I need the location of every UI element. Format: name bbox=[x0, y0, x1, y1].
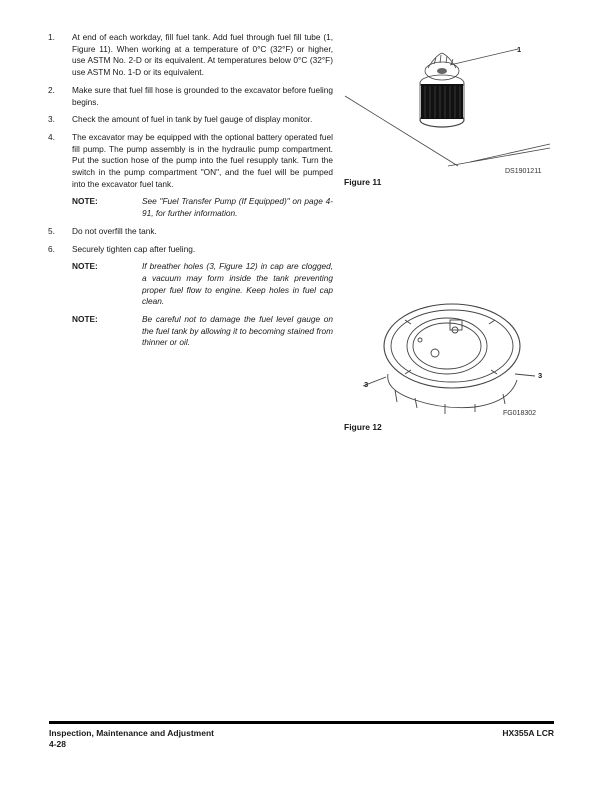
step-6 bbox=[50, 244, 333, 256]
note-label: NOTE: bbox=[72, 261, 98, 272]
footer-page-number: 4-28 bbox=[49, 739, 67, 749]
step-text: Check the amount of fuel in tank by fuel gauge of display monitor. bbox=[72, 114, 313, 125]
step-number: 2. bbox=[48, 84, 55, 95]
step-number: 3. bbox=[48, 114, 55, 125]
note-text: If breather holes (3, Figure 12) in cap are clogged, a vacuum may form inside the tank preventing proper fuel flow to engine. Keep holes in fuel cap clean. bbox=[142, 261, 333, 307]
figure-12-callout-left: 3 bbox=[364, 380, 369, 389]
footer-left bbox=[49, 728, 214, 750]
note-label: NOTE: bbox=[72, 196, 98, 207]
figure-11-callout-1: 1 bbox=[517, 45, 522, 54]
note-fuel-gauge bbox=[72, 314, 333, 349]
figure-11-caption: Figure 11 bbox=[344, 177, 382, 187]
note-label: NOTE: bbox=[72, 314, 98, 325]
step-number: 4. bbox=[48, 131, 55, 142]
step-2 bbox=[50, 85, 333, 108]
step-3 bbox=[50, 114, 333, 126]
figure-12-caption: Figure 12 bbox=[344, 422, 382, 432]
note-breather-holes bbox=[72, 261, 333, 308]
step-1 bbox=[50, 32, 333, 79]
step-text: Securely tighten cap after fueling. bbox=[72, 243, 196, 254]
footer-divider bbox=[49, 721, 554, 724]
footer-model: HX355A LCR bbox=[502, 728, 554, 738]
note-text: See "Fuel Transfer Pump (If Equipped)" on page 4-91, for further information. bbox=[142, 196, 333, 219]
step-number: 6. bbox=[48, 243, 55, 254]
footer-section-title: Inspection, Maintenance and Adjustment bbox=[49, 728, 214, 738]
step-text: At end of each workday, fill fuel tank. Add fuel through fuel fill tube (1, Figure 11). When working at a temperature of 0°C (32°F) or higher, use ASTM No. 2-D or its equivalent. At temperatures below 0°C (32°F) use ASTM No. 1-D or its equivalent. bbox=[72, 32, 333, 78]
step-text: The excavator may be equipped with the optional battery operated fuel fill pump. The pump assembly is in the hydraulic pump compartment. Put the suction hose of the pump into the fuel resupply tank. Turn the switch in the pump compartment "ON", and the fuel will be pumped into the excavator fuel tank. bbox=[72, 131, 333, 189]
step-4 bbox=[50, 132, 333, 191]
step-text: Do not overfill the tank. bbox=[72, 225, 157, 236]
step-number: 1. bbox=[48, 32, 55, 42]
step-number: 5. bbox=[48, 225, 55, 236]
step-5 bbox=[50, 226, 333, 238]
note-fuel-transfer-pump bbox=[72, 196, 333, 219]
step-text: Make sure that fuel fill hose is grounded to the excavator before fueling begins. bbox=[72, 84, 333, 107]
figure-12-fuel-cap-illustration bbox=[345, 290, 555, 420]
figure-12-callout-right: 3 bbox=[538, 371, 543, 380]
figure-12-code: FG018302 bbox=[503, 410, 537, 417]
figure-11-code: DS1901211 bbox=[505, 168, 542, 175]
figure-11-fuel-strainer-illustration bbox=[340, 38, 555, 178]
instruction-column bbox=[50, 32, 333, 355]
note-text: Be careful not to damage the fuel level gauge on the fuel tank by allowing it to becoming stained from thinner or oil. bbox=[142, 314, 333, 348]
